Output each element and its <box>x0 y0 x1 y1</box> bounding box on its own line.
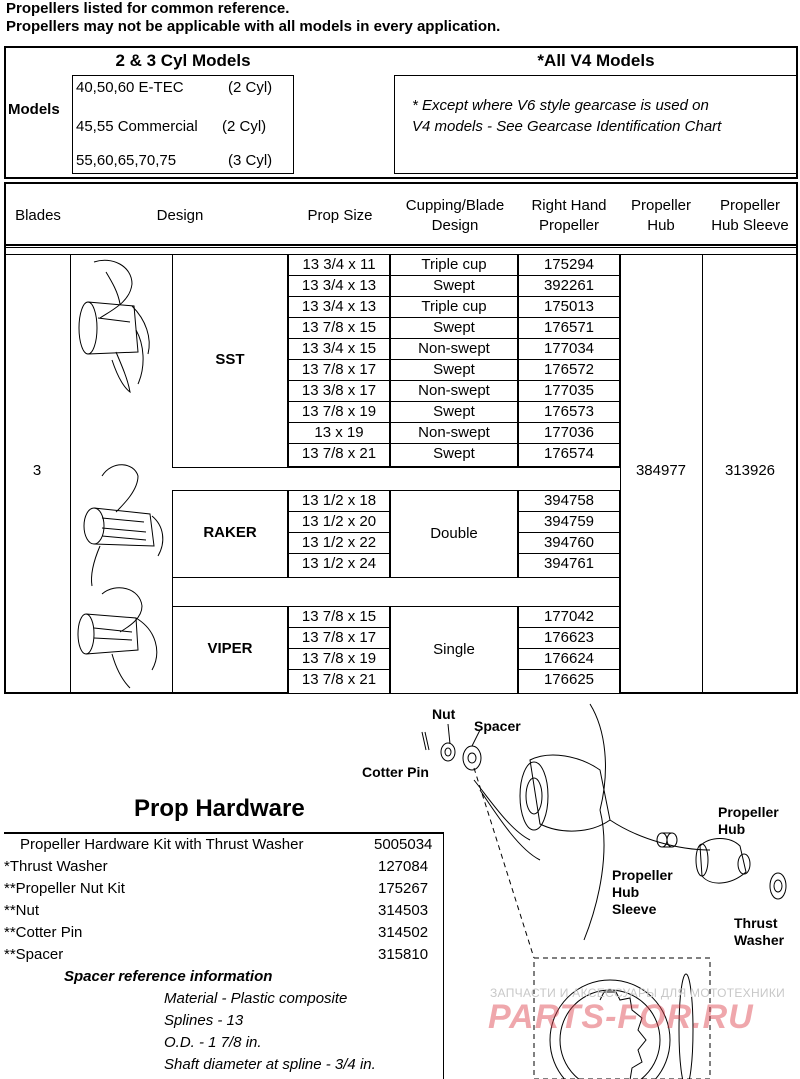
hardware-title: Prop Hardware <box>134 795 305 822</box>
hardware-item-2-part: 127084 <box>378 858 429 875</box>
col-header-cupping-1: Cupping/Blade <box>405 197 505 214</box>
raker-cupping: Double <box>390 490 518 578</box>
col-line-blades <box>70 254 71 694</box>
spacer-info-line-4: Shaft diameter at spline - 3/4 in. <box>164 1056 376 1073</box>
diagram-label-sleeve-1: Propeller <box>612 867 673 883</box>
sst-row-7-size: 13 3/8 x 17 <box>288 380 390 402</box>
col-header-rh-1: Right Hand <box>531 197 607 214</box>
raker-row-4-size: 13 1/2 x 24 <box>288 553 390 578</box>
nut-icon <box>441 743 455 761</box>
diagram-label-hub-2: Hub <box>718 821 746 837</box>
diagram-label-sleeve-2: Hub <box>612 884 640 900</box>
diagram-label-cotter-pin: Cotter Pin <box>362 764 429 780</box>
hardware-item-4-part: 314503 <box>378 902 429 919</box>
raker-row-2-part: 394759 <box>518 511 620 533</box>
watermark-big: PARTS-FOR.RU <box>488 998 754 1036</box>
col-header-cupping-2: Design <box>431 217 479 234</box>
sst-row-4-cup: Swept <box>390 317 518 339</box>
viper-row-1-part: 177042 <box>518 606 620 628</box>
sst-row-1-size: 13 3/4 x 11 <box>288 254 390 276</box>
raker-propeller-icon <box>84 465 163 586</box>
sst-row-8-cup: Swept <box>390 401 518 423</box>
spacer-info-line-1: Material - Plastic composite <box>164 990 348 1007</box>
model-row-1-name: 40,50,60 E-TEC <box>76 79 184 96</box>
raker-row-3-part: 394760 <box>518 532 620 554</box>
header-line-2: Propellers may not be applicable with all models in every application. <box>6 18 501 35</box>
hardware-item-3-label: **Propeller Nut Kit <box>4 880 125 897</box>
model-row-3-name: 55,60,65,70,75 <box>76 152 177 169</box>
model-row-2-cyl: (2 Cyl) <box>222 118 267 135</box>
sst-row-10-cup: Swept <box>390 443 518 467</box>
sst-row-9-size: 13 x 19 <box>288 422 390 444</box>
col-header-prop-size: Prop Size <box>307 207 373 224</box>
viper-row-3-size: 13 7/8 x 19 <box>288 648 390 670</box>
v4-note-line-1: * Except where V6 style gearcase is used on <box>412 97 709 114</box>
hardware-item-6-label: **Spacer <box>4 946 64 963</box>
col-header-sleeve-1: Propeller <box>719 197 781 214</box>
spacer-info-title: Spacer reference information <box>64 968 273 985</box>
blades-value: 3 <box>32 462 42 479</box>
propeller-illustrations <box>72 256 172 692</box>
diagram-label-nut: Nut <box>432 706 456 722</box>
sst-row-4-part: 176571 <box>518 317 620 339</box>
spacer-icon <box>463 746 481 770</box>
sst-row-2-size: 13 3/4 x 13 <box>288 275 390 297</box>
thrust-washer-icon <box>770 873 786 899</box>
viper-row-2-part: 176623 <box>518 627 620 649</box>
diagram-label-sleeve-3: Sleeve <box>612 901 657 917</box>
spacer-info-line-3: O.D. - 1 7/8 in. <box>164 1034 262 1051</box>
sst-row-9-cup: Non-swept <box>390 422 518 444</box>
raker-design-label: RAKER <box>203 524 257 541</box>
sst-row-6-size: 13 7/8 x 17 <box>288 359 390 381</box>
v4-note-line-2: V4 models - See Gearcase Identification Chart <box>412 118 722 135</box>
sst-row-5-size: 13 3/4 x 15 <box>288 338 390 360</box>
hardware-item-5-part: 314502 <box>378 924 429 941</box>
sst-row-2-cup: Swept <box>390 275 518 297</box>
viper-design-label: VIPER <box>207 640 253 657</box>
raker-row-1-part: 394758 <box>518 490 620 512</box>
cotter-pin-icon <box>422 732 429 750</box>
raker-row-4-part: 394761 <box>518 553 620 578</box>
sst-propeller-icon <box>79 260 149 392</box>
hardware-item-6-part: 315810 <box>378 946 429 963</box>
table-header-rule <box>4 244 798 248</box>
header-line-1: Propellers listed for common reference. <box>6 0 290 17</box>
viper-row-4-part: 176625 <box>518 669 620 694</box>
sst-row-3-size: 13 3/4 x 13 <box>288 296 390 318</box>
sleeve-value: 313926 <box>724 462 776 479</box>
propeller-hub-icon <box>696 839 750 884</box>
col-header-design: Design <box>156 207 204 224</box>
sst-row-5-part: 177034 <box>518 338 620 360</box>
col-header-blades: Blades <box>15 207 61 224</box>
models-title-left: 2 & 3 Cyl Models <box>115 51 251 70</box>
spacer-row <box>172 577 620 607</box>
sst-row-3-part: 175013 <box>518 296 620 318</box>
model-row-3-cyl: (3 Cyl) <box>228 152 273 169</box>
sst-row-2-part: 392261 <box>518 275 620 297</box>
col-header-sleeve-2: Hub Sleeve <box>711 217 789 234</box>
sst-row-10-part: 176574 <box>518 443 620 467</box>
viper-propeller-icon <box>78 588 157 688</box>
sst-bottom-line <box>172 467 620 468</box>
viper-cupping: Single <box>390 606 518 694</box>
watermark-small: ЗАПЧАСТИ И АКСЕССУАРЫ ДЛЯ МОТОТЕХНИКИ <box>490 986 786 1000</box>
model-row-2-name: 45,55 Commercial <box>76 118 198 135</box>
propeller-icon <box>474 704 710 940</box>
sst-row-1-part: 175294 <box>518 254 620 276</box>
hub-value: 384977 <box>635 462 687 479</box>
raker-row-2-size: 13 1/2 x 20 <box>288 511 390 533</box>
col-header-hub-2: Hub <box>647 217 675 234</box>
models-side-label: Models <box>8 101 60 118</box>
diagram-label-thrust-2: Washer <box>734 932 785 948</box>
sst-row-1-cup: Triple cup <box>390 254 518 276</box>
hardware-item-1-label: Propeller Hardware Kit with Thrust Washer <box>20 836 304 853</box>
diagram-label-thrust-1: Thrust <box>734 915 778 931</box>
viper-row-1-size: 13 7/8 x 15 <box>288 606 390 628</box>
sst-row-8-size: 13 7/8 x 19 <box>288 401 390 423</box>
sst-design-label: SST <box>215 351 245 368</box>
sst-row-3-cup: Triple cup <box>390 296 518 318</box>
hardware-item-5-label: **Cotter Pin <box>4 924 83 941</box>
sst-row-8-part: 176573 <box>518 401 620 423</box>
sst-row-9-part: 177036 <box>518 422 620 444</box>
viper-row-4-size: 13 7/8 x 21 <box>288 669 390 694</box>
raker-row-3-size: 13 1/2 x 22 <box>288 532 390 554</box>
model-row-1-cyl: (2 Cyl) <box>228 79 273 96</box>
hardware-item-3-part: 175267 <box>378 880 429 897</box>
sst-row-7-cup: Non-swept <box>390 380 518 402</box>
diagram-label-spacer: Spacer <box>474 718 521 734</box>
hub-sleeve-icon <box>657 833 677 847</box>
hardware-item-4-label: **Nut <box>4 902 40 919</box>
viper-row-2-size: 13 7/8 x 17 <box>288 627 390 649</box>
col-header-rh-2: Propeller <box>538 217 600 234</box>
viper-row-3-part: 176624 <box>518 648 620 670</box>
hardware-item-1-part: 5005034 <box>374 836 433 853</box>
sst-row-6-cup: Swept <box>390 359 518 381</box>
models-title-right: *All V4 Models <box>537 51 655 70</box>
diagram-label-hub-1: Propeller <box>718 804 779 820</box>
raker-row-1-size: 13 1/2 x 18 <box>288 490 390 512</box>
col-header-hub-1: Propeller <box>630 197 692 214</box>
sst-row-7-part: 177035 <box>518 380 620 402</box>
sst-row-4-size: 13 7/8 x 15 <box>288 317 390 339</box>
hardware-item-2-label: *Thrust Washer <box>4 858 108 875</box>
sst-row-10-size: 13 7/8 x 21 <box>288 443 390 467</box>
sst-row-6-part: 176572 <box>518 359 620 381</box>
spacer-info-line-2: Splines - 13 <box>164 1012 244 1029</box>
sst-row-5-cup: Non-swept <box>390 338 518 360</box>
